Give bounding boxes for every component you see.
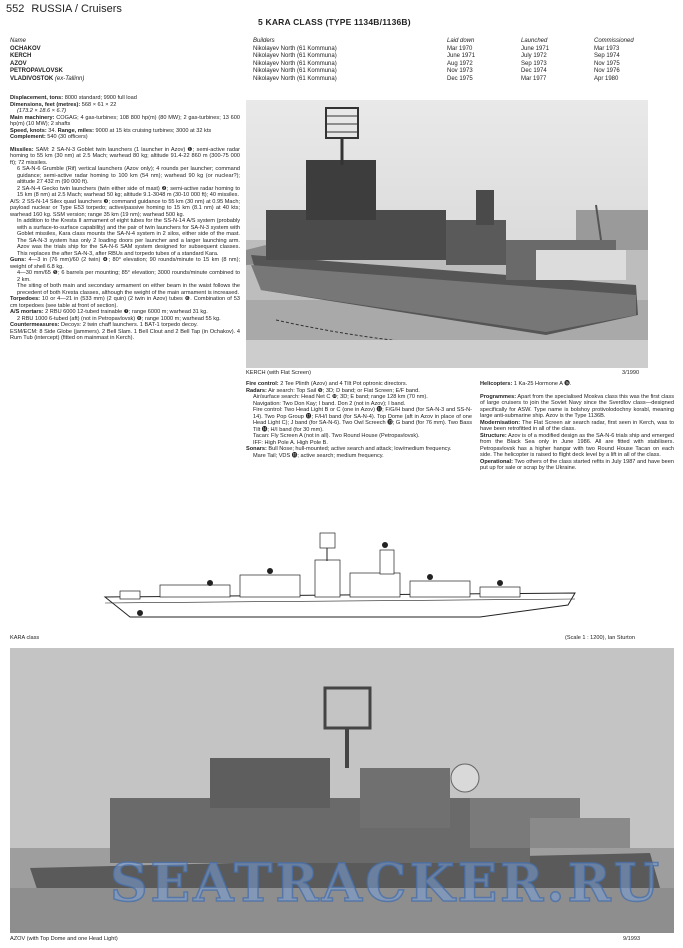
page-number: 552 xyxy=(6,3,25,15)
seatracker-watermark: SEATRACKER.RU xyxy=(110,853,663,914)
header-launched: Launched xyxy=(521,38,548,44)
class-title: 5 KARA CLASS (TYPE 1134B/1136B) xyxy=(258,17,411,27)
kerch-photo xyxy=(246,100,648,368)
spec-machinery: Main machinery: COGAG; 4 gas-turbines; 108 800 hp(m) (80 MW); 2 gas-turbines; 13 600 hp(m) (10 MW); 2 shafts xyxy=(10,114,240,127)
kara-caption: KARA class xyxy=(10,635,40,641)
spec-dimensions: Dimensions, feet (metres): 568 × 61 × 22 xyxy=(10,101,117,108)
page-header xyxy=(6,3,122,15)
sensors-column: Fire control: 2 Tee Plinth (Azov) and 4 Tilt Pot optronic directors. Radars: Air search: Top Sail ❾; 3D; D band; or Flat Screen; E/F band. Air/surface search: Head Net C ❿; 3D; E band; range 128 km (70 nm). Navigation: Two Don Kay; I band. Don 2 (not in Azov); I band. Fire control: Two Head Light B or C (one in Azov) ⓫; F/G/H band (for SA-N-3 and SS-N-14). Two Pop Group ⓬; F/H/I band (for SA-N-4). Top Dome (aft in Azov in place of one Head Light C); J band (for SA-N-6). Two Owl Screech ⓭; G band (for 76 mm). Two Bass Tilt ⓮; H/I band (for 30 mm). Tacan: Fly Screen A (not in all). Two Round House (Petropavlovsk). IFF: High Pole A. High Pole B. Sonars: Bull Nose; hull-mounted; active search and attack; low/medium frequency. Mare Tail; VDS ⓯; active search; medium frequency. xyxy=(246,381,472,459)
helicopters-text: Helicopters: 1 Ka-25 Hormone A ⓰. xyxy=(480,381,572,387)
table-row: AZOV Nikolayev North (61 Kommuna) Aug 1972 Sep 1973 Nov 1975 xyxy=(10,60,620,67)
table-row: VLADIVOSTOK (ex-Tallinn) Nikolayev North (61 Kommuna) Dec 1975 Mar 1977 Apr 1980 xyxy=(10,75,619,82)
ship-table xyxy=(10,38,670,84)
kerch-photo-image xyxy=(246,100,648,368)
specs-column: Displacement, tons: 8000 standard; 9900 full load Dimensions, feet (metres): 568 × 61 × 22 (173.2 × 18.6 × 6.7) Main machinery: COGAG; 4 gas-turbines; 108 800 hp(m) (80 MW); 2 gas-turbines; 13 600 hp(m) (10 MW); 2 shafts Speed, knots: 34. Range, miles: 9000 at 15 kts cruising turbines; 3000 at 32 kts Complement: 540 (30 officers) Missiles: SAM: 2 SA-N-3 Goblet twin launchers (1 launcher in Azov) ❶; semi-active radar homing to 55 km (30 nm) at 2.5 Mach; warhead 80 kg; altitude 91.4-22 860 m (300-75 000 ft); 72 missiles. 6 SA-N-6 Grumble (Rif) vertical launchers (Azov only); 4 rounds per launcher; command guidance; semi-active radar homing to 100 km (54 nm); warhead 90 kg (or nuclear?); altitude 27 432 m (90 000 ft). 2 SA-N-4 Gecko twin launchers (twin either side of mast) ❷; semi-active radar homing to 15 km (8 nm) at 2.5 Mach; warhead 50 kg; altitude 9.1-3048 m (30-10 000 ft); 40 missiles. A/S: 2 SS-N-14 Silex quad launchers ❸; command guidance to 55 km (30 nm) at 0.95 Mach; payload nuclear or Type E53 torpedo; active/passive homing to 15 km (8.1 nm) at 40 kts; warhead 160 kg. SSM version; range 35 km (19 nm); warhead 500 kg. In addition to the Kresta II armament of eight tubes for the SS-N-14 A/S system (probably with a surface-to-surface capability) and the pair of twin launchers for SA-N-3 system with Goblet missiles, Kara class mounts the SA-N-4 system in 2 silos, either side of the mast. The SA-N-3 system has only 2 loading doors per launcher and a larger launching arm. Azov was the trials ship for the SA-N-6 SAM system designed for subsequent classes. This replaces the after SA-N-3, after RBUs and torpedo tubes of a standard Kara. Guns: 4—3 in (76 mm)/60 (2 twin) ❹; 80° elevation; 90 rounds/minute to 15 km (8 nm); weight of shell 6.8 kg. 4—30 mm/65 ❺; 6 barrels per mounting; 85° elevation; 3000 rounds/minute combined to 2 km. The siting of both main and secondary armament on either beam in the waist follows the precedent of both Kresta classes, although the weight of the main armament is increased. Torpedoes: 10 or 4—21 in (533 mm) (2 quin) (2 twin in Azov) tubes ❻. Combination of 53 cm torpedoes (see table at front of section). A/S mortars: 2 RBU 6000 12-tubed trainable ❼; range 6000 m; warhead 31 kg. 2 RBU 1000 6-tubed (aft) (not in Petropavlovsk) ❽; range 1000 m; warhead 55 kg. Countermeasures: Decoys: 2 twin chaff launchers. 1 BAT-1 torpedo decoy. ESM/ECM: 8 Side Globe (jammers). 2 Bell Slam. 1 Bell Clout and 2 Bell Tap (in Ochakov). 4 Rum Tub (intercept) (fitted on mainmast in Kerch). xyxy=(10,95,240,341)
spec-complement: Complement: 540 (30 officers) xyxy=(10,134,88,140)
table-header-row xyxy=(10,38,670,46)
table-row: KERCH Nikolayev North (61 Kommuna) June 1971 July 1972 Sep 1974 xyxy=(10,53,620,60)
kara-line-drawing xyxy=(100,525,580,635)
table-row: PETROPAVLOVSK Nikolayev North (61 Kommuna) Nov 1973 Dec 1974 Nov 1976 xyxy=(10,68,620,75)
torpedoes-text: Torpedoes: 10 or 4—21 in (533 mm) (2 quin) (2 twin in Azov) tubes ❻. Combination of 53 cm torpedoes (see table at front of section). xyxy=(10,296,240,309)
spec-displacement: Displacement, tons: 8000 standard; 9900 full load xyxy=(10,95,137,101)
mortars-text: A/S mortars: 2 RBU 6000 12-tubed trainable ❼; range 6000 m; warhead 31 kg. xyxy=(10,309,208,315)
modernisation-text: Modernisation: The Flat Screen air search radar, first seen in Kerch, was to have been retrofitted in all of the class. xyxy=(480,419,674,432)
kara-drawing-image xyxy=(100,525,580,635)
kara-scale-credit: (Scale 1 : 1200), Ian Sturton xyxy=(565,635,635,641)
sonars-text: Sonars: Bull Nose; hull-mounted; active search and attack; low/medium frequency. xyxy=(246,446,452,452)
spec-dimensions-metric: (173.2 × 18.6 × 6.7) xyxy=(17,108,67,114)
table-row: OCHAKOV Nikolayev North (61 Kommuna) Mar 1970 June 1971 Mar 1973 xyxy=(10,45,620,52)
header-commissioned: Commissioned xyxy=(594,38,634,44)
header-laid-down: Laid down xyxy=(447,38,475,44)
operational-text: Operational: Two others of the class started refits in July 1987 and have been put up for sale or scrap by the Ukraine. xyxy=(480,458,674,471)
history-column xyxy=(480,381,674,472)
kerch-photo-date: 3/1990 xyxy=(622,370,640,376)
header-name: Name xyxy=(10,38,27,44)
radars-text: Radars: Air search: Top Sail ❾; 3D; D band; or Flat Screen; E/F band. xyxy=(246,387,420,394)
fire-control-text: Fire control: 2 Tee Plinth (Azov) and 4 Tilt Pot optronic directors. xyxy=(246,381,408,387)
azov-photo-date: 9/1993 xyxy=(623,936,641,942)
header-builders: Builders xyxy=(253,38,275,44)
structure-text: Structure: Azov is of a modified design as the SA-N-6 trials ship and emerged from the Black Sea only in June 1986. All are fitted with stabilisers. Petropavlovsk has a higher hangar with two Round House Tacan on each side. The helicopter is raised to flight deck level by a lift in all of the class. xyxy=(480,432,675,458)
countermeasures-text: Countermeasures: Decoys: 2 twin chaff launchers. 1 BAT-1 torpedo decoy. xyxy=(10,322,198,328)
azov-caption: AZOV (with Top Dome and one Head Light) xyxy=(10,936,118,942)
guns-text: Guns: 4—3 in (76 mm)/60 (2 twin) ❹; 80° elevation; 90 rounds/minute to 15 km (8 nm); weight of shell 6.8 kg. xyxy=(10,257,240,270)
kerch-caption: KERCH (with Flat Screen) xyxy=(246,370,311,376)
section-title: RUSSIA / Cruisers xyxy=(31,3,122,15)
missiles-text: Missiles: SAM: 2 SA-N-3 Goblet twin launchers (1 launcher in Azov) ❶; semi-active radar homing to 55 km (30 nm) at 2.5 Mach; warhead 80 kg; altitude 91.4-22 860 m (300-75 000 ft); 72 missiles. xyxy=(10,146,240,166)
programmes-text: Programmes: Apart from the specialised Moskva class this was the first class of large cruisers to join the Soviet Navy since the Sverdlov class—designed specifically for ASW. Type name is bolshoy protivolodochny korabl, meaning large anti-submarine ship. Azov is the Type 1136B. xyxy=(480,393,674,419)
spec-speed-range: Speed, knots: 34. Range, miles: 9000 at 15 kts cruising turbines; 3000 at 32 kts xyxy=(10,127,212,134)
